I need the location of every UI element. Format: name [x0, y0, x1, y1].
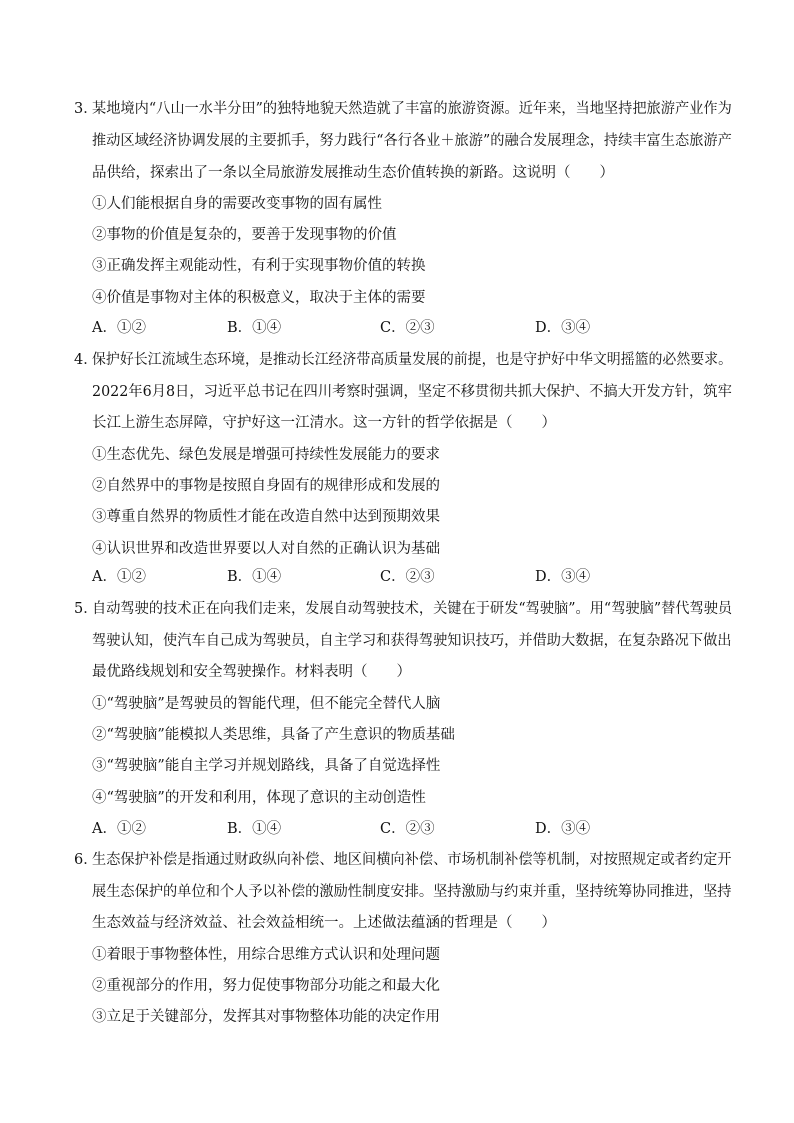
statement-option: ③正确发挥主观能动性，有利于实现事物价值的转换	[92, 258, 426, 274]
statement-option: ②自然界中的事物是按照自身固有的规律形成和发展的	[92, 478, 440, 494]
statement-option: ③尊重自然界的物质性才能在改造自然中达到预期效果	[92, 509, 440, 525]
question-stem-line: 某地境内“八山一水半分田”的独特地貌天然造就了丰富的旅游资源。近年来，当地坚持把旅游产业作为	[92, 101, 732, 117]
question-stem-line: 推动区域经济协调发展的主要抓手，努力践行“各行各业＋旅游”的融合发展理念，持续丰富生态旅游产	[92, 133, 732, 149]
statement-option: ④价值是事物对主体的积极意义，取决于主体的需要	[92, 290, 426, 306]
question-number: 6．	[74, 852, 98, 868]
choice-a: A．①②	[92, 320, 146, 336]
answer-choices	[92, 819, 692, 839]
statement-option: ③“驾驶脑”能自主学习并规划路线，具备了自觉选择性	[92, 758, 441, 774]
choice-a: A．①②	[92, 821, 146, 837]
choice-c: C．②③	[380, 821, 435, 837]
statement-option: ②“驾驶脑”能模拟人类思维，具备了产生意识的物质基础	[92, 727, 455, 743]
question-stem-line: 2022年6月8日，习近平总书记在四川考察时强调，坚定不移贯彻共抓大保护、不搞大开发方针，筑牢	[92, 384, 732, 400]
question-number: 3．	[74, 101, 98, 117]
statement-option: ②事物的价值是复杂的，要善于发现事物的价值	[92, 227, 397, 243]
statement-option: ③立足于关键部分，发挥其对事物整体功能的决定作用	[92, 1009, 440, 1025]
question-number: 5．	[74, 601, 98, 617]
question-number: 4．	[74, 352, 98, 368]
choice-d: D．③④	[535, 569, 591, 585]
question-stem-line: 展生态保护的单位和个人予以补偿的激励性制度安排。坚持激励与约束并重，坚持统筹协同推进，坚持	[92, 884, 732, 900]
question-stem-line: 长江上游生态屏障，守护好这一江清水。这一方针的哲学依据是（ ）	[92, 415, 556, 431]
question-stem-line: 生态效益与经济效益、社会效益相统一。上述做法蕴涵的哲理是（ ）	[92, 915, 556, 931]
choice-c: C．②③	[380, 569, 435, 585]
statement-option: ④认识世界和改造世界要以人对自然的正确认识为基础	[92, 541, 440, 557]
question-stem-line: 自动驾驶的技术正在向我们走来，发展自动驾驶技术，关键在于研发“驾驶脑”。用“驾驶脑”替代驾驶员	[92, 601, 733, 617]
choice-d: D．③④	[535, 821, 591, 837]
answer-choices	[92, 567, 692, 587]
question-stem-line: 品供给，探索出了一条以全局旅游发展推动生态价值转换的新路。这说明（ ）	[92, 165, 614, 181]
question-stem-line: 保护好长江流域生态环境，是推动长江经济带高质量发展的前提，也是守护好中华文明摇篮的必然要求。	[92, 352, 732, 368]
choice-b: B．①④	[227, 569, 282, 585]
statement-option: ①人们能根据自身的需要改变事物的固有属性	[92, 196, 382, 212]
choice-d: D．③④	[535, 320, 591, 336]
choice-c: C．②③	[380, 320, 435, 336]
choice-b: B．①④	[227, 320, 282, 336]
answer-choices	[92, 318, 692, 338]
question-stem-line: 生态保护补偿是指通过财政纵向补偿、地区间横向补偿、市场机制补偿等机制，对按照规定或者约定开	[92, 852, 732, 868]
statement-option: ④“驾驶脑”的开发和利用，体现了意识的主动创造性	[92, 790, 426, 806]
question-stem-line: 驾驶认知，使汽车自己成为驾驶员，自主学习和获得驾驶知识技巧，并借助大数据，在复杂路况下做出	[92, 633, 732, 649]
statement-option: ①着眼于事物整体性，用综合思维方式认识和处理问题	[92, 947, 440, 963]
question-stem-line: 最优路线规划和安全驾驶操作。材料表明（ ）	[92, 664, 411, 680]
choice-a: A．①②	[92, 569, 146, 585]
statement-option: ①生态优先、绿色发展是增强可持续性发展能力的要求	[92, 447, 440, 463]
statement-option: ①“驾驶脑”是驾驶员的智能代理，但不能完全替代人脑	[92, 696, 441, 712]
choice-b: B．①④	[227, 821, 282, 837]
statement-option: ②重视部分的作用，努力促使事物部分功能之和最大化	[92, 978, 440, 994]
